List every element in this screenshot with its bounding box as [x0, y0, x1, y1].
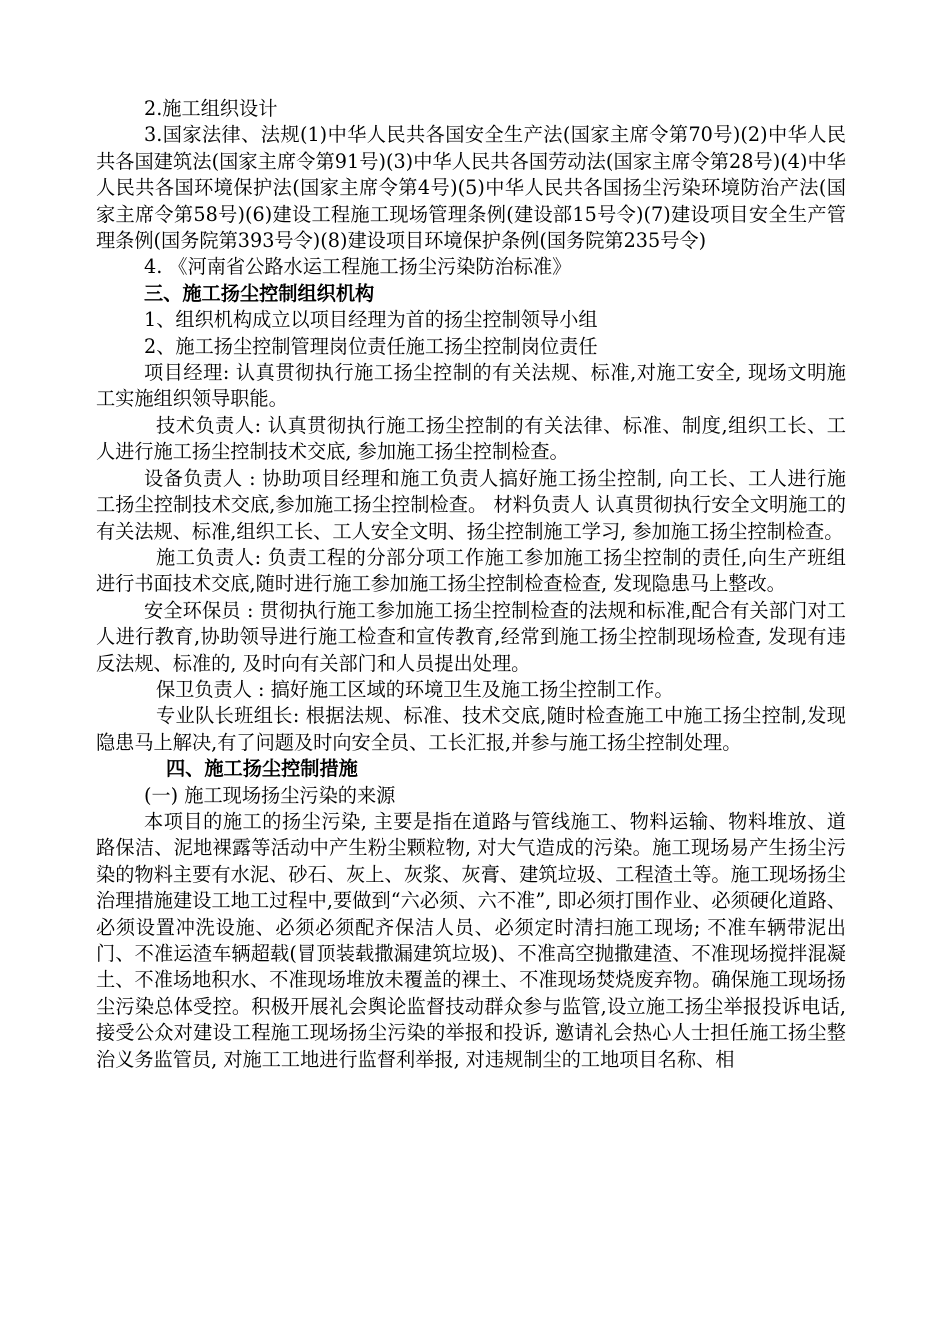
- paragraph-org-setup: 1、组织机构成立以项目经理为首的扬尘控制领导小组: [144, 308, 598, 332]
- paragraph-project-manager: 项目经理: 认真贯彻执行施工扬尘控制的有关法规、标准,对施工安全, 现场文明施工实施组织领导职能。: [96, 361, 846, 411]
- paragraph-safety-officer: 安全环保员 : 贯彻执行施工参加施工扬尘控制检查的法规和标准,配合有关部门对工人进行教育,协助领导进行施工检查和宣传教育,经常到施工扬尘控制现场检查, 发现有违反法规、标准的, 及时向有关部门和人员提出处理。: [96, 598, 846, 675]
- subsection-heading-dust-sources: (一) 施工现场扬尘污染的来源: [144, 783, 396, 807]
- paragraph-construction-design: 2.施工组织设计: [144, 97, 278, 120]
- paragraph-team-leader: 专业队长班组长: 根据法规、标准、技术交底,随时检查施工中施工扬尘控制,发现隐患马上解决,有了问题及时向安全员、工长汇报,并参与施工扬尘控制处理。: [96, 704, 846, 754]
- paragraph-technical-lead: 技术负责人: 认真贯彻执行施工扬尘控制的有关法律、标准、制度,组织工长、工人进行施工扬尘控制技术交底, 参加施工扬尘控制检查。: [96, 413, 846, 464]
- section-heading-organization: 三、施工扬尘控制组织机构: [144, 281, 375, 305]
- paragraph-construction-lead: 施工负责人: 负责工程的分部分项工作施工参加施工扬尘控制的责任,向生产班组进行书面技术交底,随时进行施工参加施工扬尘控制检查检查, 发现隐患马上整改。: [96, 545, 846, 596]
- paragraph-henan-standard: 4. 《河南省公路水运工程施工扬尘污染防治标准》: [144, 255, 572, 279]
- paragraph-dust-pollution: 本项目的施工的扬尘污染, 主要是指在道路与管线施工、物料运输、物料堆放、道路保洁、泥地裸露等活动中产生粉尘颗粒物, 对大气造成的污染。施工现场易产生扬尘污染的物料主要有水泥、砂石、灰上、灰浆、灰膏、建筑垃圾、工程渣土等。施工现场扬尘治理措施建设工地工过程中,要做到“六必须、六不准”, 即必须打围作业、必须硬化道路、必须设置冲洗设施、必须必须配齐保洁人员、必须定时清扫施工现场; 不准车辆带泥出门、不准运渣车辆超载(冒顶装载撒漏建筑垃圾)、不准高空抛撒建渣、不准现场搅拌混凝土、不准场地积水、不准现场堆放未覆盖的裸土、不准现场焚烧废弃物。确保施工现场扬尘污染总体受控。积极开展礼会舆论监督技动群众参与监管,设立施工扬尘举报投诉电话,接受公众对建设工程施工现场扬尘污染的举报和投诉, 邀请礼会热心人士担任施工扬尘整治义务监管员, 对施工工地进行监督利举报, 对违规制尘的工地项目名称、相: [96, 809, 846, 1071]
- paragraph-equipment-lead: 设备负责人 : 协助项目经理和施工负责人搞好施工扬尘控制, 向工长、工人进行施工扬尘控制技术交底,参加施工扬尘控制检查。 材料负责人 认真贯彻执行安全文明施工的有关法规、标准,组织工长、工人安全文明、扬尘控制施工学习, 参加施工扬尘控制检查。: [96, 466, 846, 543]
- paragraph-security-lead: 保卫负责人 : 搞好施工区域的环境卫生及施工扬尘控制工作。: [156, 677, 674, 701]
- paragraph-national-laws: 3.国家法律、法规(1)中华人民共各国安全生产法(国家主席令第70号)(2)中华人民共各国建筑法(国家主席令第91号)(3)中华人民共各国劳动法(国家主席令第28号)(4)中华人民共各国环境保护法(国家主席令第4号)(5)中华人民共各国扬尘污染环境防治产法(国家主席令第58号)(6)建设工程施工现场管理条例(建设部15号令)(7)建设项目安全生产管理条例(国务院第393号令)(8)建设项目环境保护条例(国务院第235号令): [96, 123, 846, 253]
- paragraph-post-responsibility: 2、施工扬尘控制管理岗位责任施工扬尘控制岗位责任: [144, 334, 598, 358]
- document-body: [96, 96, 846, 1073]
- section-heading-measures: 四、施工扬尘控制措施: [166, 757, 358, 781]
